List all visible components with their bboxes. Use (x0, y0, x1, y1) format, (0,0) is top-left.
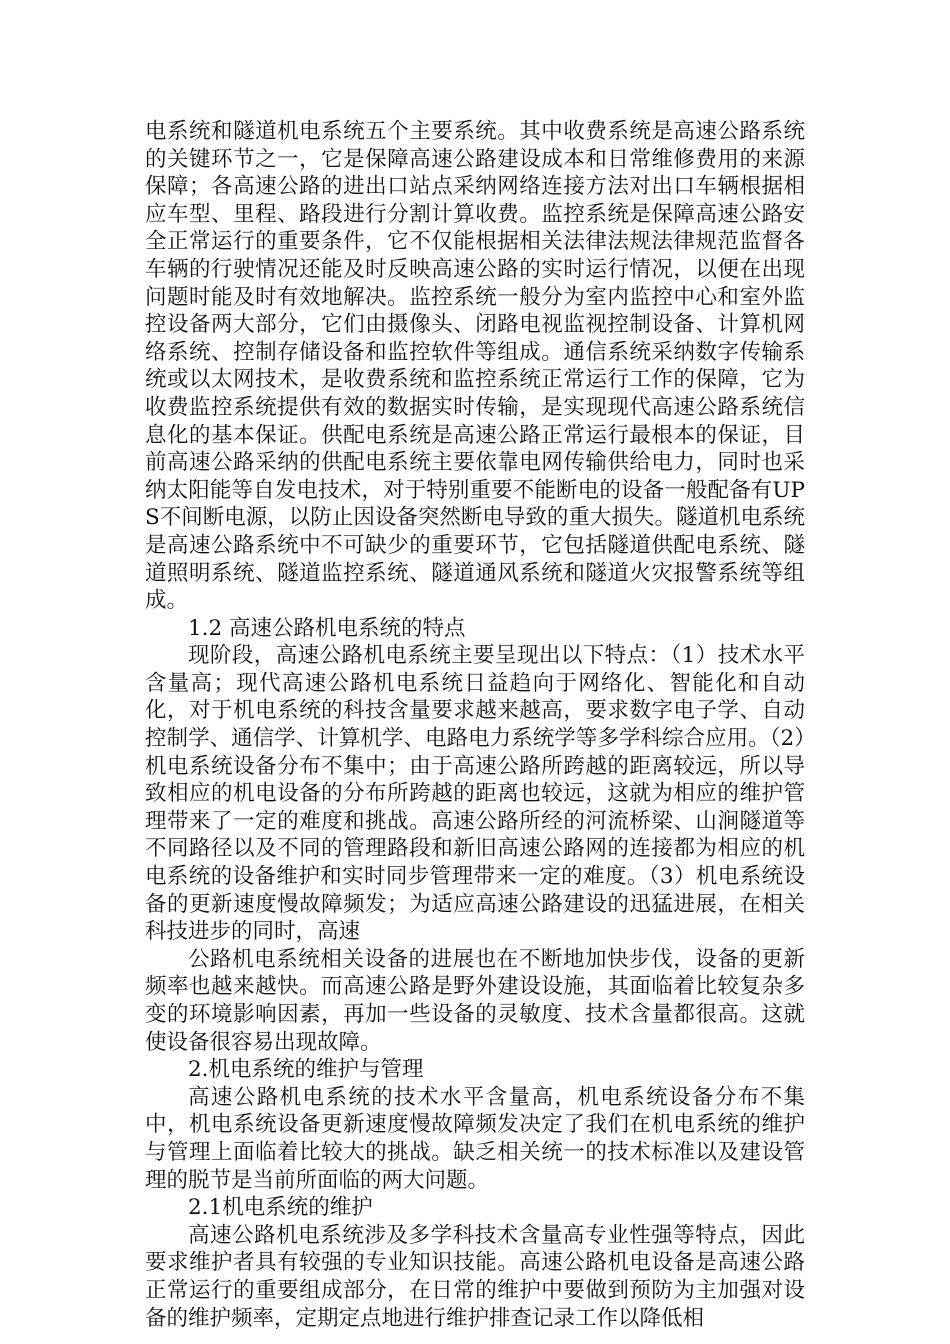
heading-2-1: 2.1机电系统的维护 (188, 1195, 373, 1221)
paragraph-maintenance-intro: 高速公路机电系统的技术水平含量高，机电系统设备分布不集中，机电系统设备更新速度慢故障频发决定了我们在机电系统的维护与管理上面临着比较大的挑战。缺乏相关统一的技术标准以及建设管理的脱节是当前所面临的两大问题。 (145, 1084, 805, 1193)
paragraph-systems-overview: 电系统和隧道机电系统五个主要系统。其中收费系统是高速公路系统的关键环节之一，它是保障高速公路建设成本和日常维修费用的来源保障；各高速公路的进出口站点采纳网络连接方法对出口车辆根据相应车型、里程、路段进行分割计算收费。监控系统是保障高速公路安全正常运行的重要条件，它不仅能根据相关法律法规法律规范监督各车辆的行驶情况还能及时反映高速公路的实时运行情况，以便在出现问题时能及时有效地解决。监控系统一般分为室内监控中心和室外监控设备两大部分，它们由摄像头、闭路电视监视控制设备、计算机网络系统、控制存储设备和监控软件等组成。通信系统采纳数字传输系统或以太网技术，是收费系统和监控系统正常运行工作的保障，它为收费监控系统提供有效的数据实时传输，是实现现代高速公路系统信息化的基本保证。供配电系统是高速公路正常运行最根本的保证，目前高速公路采纳的供配电系统主要依靠电网传输供给电力，同时也采纳太阳能等自发电技术，对于特别重要不能断电的设备一般配备有UPS不间断电源，以防止因设备突然断电导致的重大损失。隧道机电系统是高速公路系统中不可缺少的重要环节，它包括隧道供配电系统、隧道照明系统、隧道监控系统、隧道通风系统和隧道火灾报警系统等组成。 (145, 119, 805, 614)
paragraph-features-continued: 公路机电系统相关设备的进展也在不断地加快步伐，设备的更新频率也越来越快。而高速公路是野外建设设施，其面临着比较复杂多变的环境影响因素，再加一些设备的灵敏度、技术含量都很高。这就使设备很容易出现故障。 (145, 946, 805, 1055)
document-page (145, 118, 805, 1332)
paragraph-maintenance: 高速公路机电系统涉及多学科技术含量高专业性强等特点，因此要求维护者具有较强的专业知识技能。高速公路机电设备是高速公路正常运行的重要组成部分，在日常的维护中要做到预防为主加强对设备的维护频率，定期定点地进行维护排查记录工作以降低相 (145, 1222, 805, 1331)
heading-1-2: 1.2 高速公路机电系统的特点 (188, 615, 466, 641)
heading-2: 2.机电系统的维护与管理 (188, 1057, 424, 1083)
paragraph-features: 现阶段，高速公路机电系统主要呈现出以下特点：（1）技术水平含量高；现代高速公路机电系统日益趋向于网络化、智能化和自动化，对于机电系统的科技含量要求越来越高，要求数字电子学、自动控制学、通信学、计算机学、电路电力系统学等多学科综合应用。（2）机电系统设备分布不集中；由于高速公路所跨越的距离较远，所以导致相应的机电设备的分布所跨越的距离也较远，这就为相应的维护管理带来了一定的难度和挑战。高速公路所经的河流桥梁、山涧隧道等不同路径以及不同的管理路段和新旧高速公路网的连接都为相应的机电系统的设备维护和实时同步管理带来一定的难度。（3）机电系统设备的更新速度慢故障频发；为适应高速公路建设的迅猛进展，在相关科技进步的同时，高速 (145, 643, 805, 945)
